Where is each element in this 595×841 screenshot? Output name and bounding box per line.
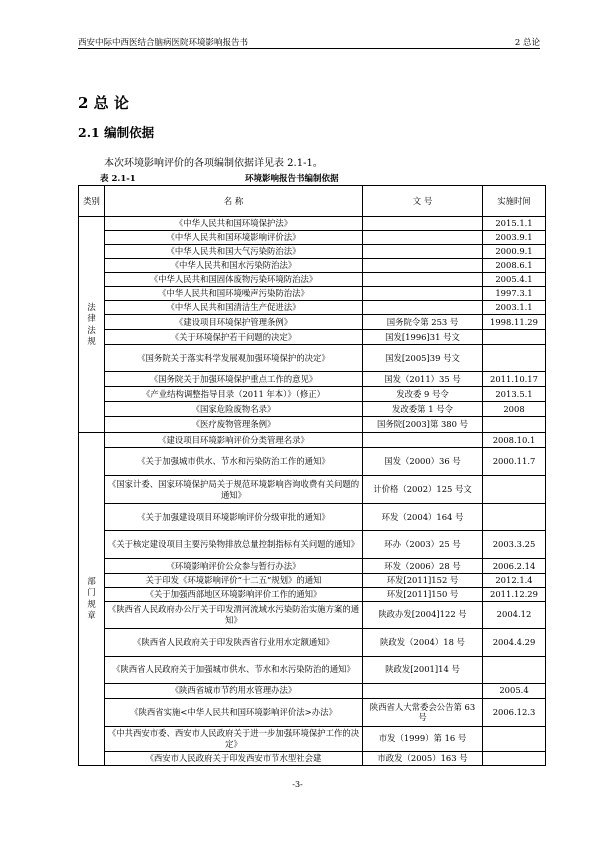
table-row	[79, 574, 546, 588]
table-row	[79, 387, 546, 402]
effective-date-cell: 2012.1.4	[483, 574, 546, 588]
name-cell: 《关于核定建设项目主要污染物排放总量控制指标有关问题的通知》	[105, 531, 363, 559]
table-row	[79, 287, 546, 301]
doc-number-cell: 国发（2011）35 号	[363, 372, 483, 387]
table-row	[79, 628, 546, 656]
header-effective-date: 实施时间	[483, 186, 546, 217]
effective-date-cell: 1998.11.29	[483, 315, 546, 330]
effective-date-cell: 2011.10.17	[483, 372, 546, 387]
doc-number-cell: 陕政办发[2004]122 号	[363, 601, 483, 628]
name-cell: 《产业结构调整指导目录（2011 年本）》（修正）	[105, 387, 363, 402]
name-cell: 关于印发《环境影响评价“十二五”规划》的通知	[105, 574, 363, 588]
effective-date-cell	[483, 417, 546, 433]
table-row	[79, 217, 546, 231]
effective-date-cell: 2006.12.3	[483, 698, 546, 726]
effective-date-cell	[483, 476, 546, 504]
name-cell: 《环境影响评价公众参与暂行办法》	[105, 559, 363, 574]
effective-date-cell: 2013.5.1	[483, 387, 546, 402]
effective-date-cell: 2004.12	[483, 601, 546, 628]
table-row	[79, 433, 546, 448]
name-cell: 《关于环境保护若干问题的决定》	[105, 330, 363, 345]
table-row	[79, 231, 546, 245]
name-cell: 《建设项目环境保护管理条例》	[105, 315, 363, 330]
table-body	[79, 217, 546, 766]
effective-date-cell: 2000.11.7	[483, 448, 546, 476]
name-cell: 《医疗废物管理条例》	[105, 417, 363, 433]
table-row	[79, 683, 546, 698]
section-title: 2.1 编制依据	[78, 125, 155, 140]
doc-number-cell	[363, 301, 483, 315]
effective-date-cell: 2003.1.1	[483, 301, 546, 315]
name-cell: 《关于加强城市供水、节水和污染防治工作的通知》	[105, 448, 363, 476]
name-cell: 《陕西省城市节约用水管理办法》	[105, 683, 363, 698]
name-cell: 《国家危险废物名录》	[105, 402, 363, 417]
category-cell: 部 门 规 章	[79, 433, 105, 766]
table-row	[79, 417, 546, 433]
table-row	[79, 402, 546, 417]
table-row	[79, 504, 546, 531]
name-cell: 《中华人民共和国环境噪声污染防治法》	[105, 287, 363, 301]
table-row	[79, 559, 546, 574]
doc-number-cell	[363, 273, 483, 287]
table-row	[79, 601, 546, 628]
name-cell: 《中华人民共和国水污染防治法》	[105, 259, 363, 273]
effective-date-cell: 2005.4.1	[483, 273, 546, 287]
doc-number-cell	[363, 433, 483, 448]
table-row	[79, 245, 546, 259]
doc-number-cell: 陕政发（2004）18 号	[363, 628, 483, 656]
page-header	[78, 34, 540, 49]
header-category: 类别	[79, 186, 105, 217]
header-report-title: 西安中际中西医结合脑病医院环境影响报告书	[78, 38, 249, 48]
table-row	[79, 751, 546, 765]
doc-number-cell	[363, 683, 483, 698]
basis-table	[78, 185, 546, 766]
doc-number-cell: 发改委第 1 号令	[363, 402, 483, 417]
table-row	[79, 315, 546, 330]
header-name: 名 称	[105, 186, 363, 217]
doc-number-cell	[363, 231, 483, 245]
doc-number-cell: 市发（1999）第 16 号	[363, 726, 483, 751]
doc-number-cell: 陕政发[2001]14 号	[363, 656, 483, 683]
doc-number-cell	[363, 245, 483, 259]
table-row	[79, 259, 546, 273]
table-row	[79, 587, 546, 601]
doc-number-cell: 国务院[2003]第 380 号	[363, 417, 483, 433]
table-title: 环境影响报告书编制依据	[245, 174, 339, 184]
name-cell: 《西安市人民政府关于印发西安市节水型社会建	[105, 751, 363, 765]
effective-date-cell: 2006.2.14	[483, 559, 546, 574]
name-cell: 《国家计委、国家环境保护局关于规范环境影响咨询收费有关问题的通知》	[105, 476, 363, 504]
name-cell: 《陕西省实施<中华人民共和国环境影响评价法>办法》	[105, 698, 363, 726]
table-row	[79, 372, 546, 387]
doc-number-cell: 环发[2011]152 号	[363, 574, 483, 588]
doc-number-cell: 国务院令第 253 号	[363, 315, 483, 330]
table-row	[79, 726, 546, 751]
name-cell: 《陕西省人民政府关于加强城市供水、节水和水污染防治的通知》	[105, 656, 363, 683]
table-row	[79, 330, 546, 345]
header-chapter: 2 总论	[514, 38, 540, 48]
effective-date-cell	[483, 656, 546, 683]
name-cell: 《关于加强西部地区环境影响评价工作的通知》	[105, 587, 363, 601]
doc-number-cell: 发改委 9 号令	[363, 387, 483, 402]
effective-date-cell: 1997.3.1	[483, 287, 546, 301]
effective-date-cell: 2003.9.1	[483, 231, 546, 245]
name-cell: 《中华人民共和国固体废物污染环境防治法》	[105, 273, 363, 287]
effective-date-cell: 2004.4.29	[483, 628, 546, 656]
page-number: -3-	[292, 780, 303, 789]
doc-number-cell: 环发（2004）164 号	[363, 504, 483, 531]
effective-date-cell	[483, 751, 546, 765]
effective-date-cell: 2011.12.29	[483, 587, 546, 601]
effective-date-cell: 2008.10.1	[483, 433, 546, 448]
table-header-row	[79, 186, 546, 217]
name-cell: 《中共西安市委、西安市人民政府关于进一步加强环境保护工作的决定》	[105, 726, 363, 751]
table-row	[79, 448, 546, 476]
effective-date-cell: 2000.9.1	[483, 245, 546, 259]
name-cell: 《中华人民共和国环境保护法》	[105, 217, 363, 231]
doc-number-cell: 环发[2011]150 号	[363, 587, 483, 601]
name-cell: 《关于加强建设项目环境影响评价分级审批的通知》	[105, 504, 363, 531]
doc-number-cell: 市政发（2005）163 号	[363, 751, 483, 765]
effective-date-cell: 2003.3.25	[483, 531, 546, 559]
effective-date-cell: 2005.4	[483, 683, 546, 698]
effective-date-cell: 2008.6.1	[483, 259, 546, 273]
name-cell: 《中华人民共和国环境影响评价法》	[105, 231, 363, 245]
name-cell: 《陕西省人民政府办公厅关于印发渭河流域水污染防治实施方案的通知》	[105, 601, 363, 628]
doc-number-cell: 国发（2000）36 号	[363, 448, 483, 476]
doc-number-cell	[363, 217, 483, 231]
doc-number-cell: 国发[1996]31 号文	[363, 330, 483, 345]
name-cell: 《中华人民共和国清洁生产促进法》	[105, 301, 363, 315]
header-doc-number: 文 号	[363, 186, 483, 217]
name-cell: 《建设项目环境影响评价分类管理名录》	[105, 433, 363, 448]
table-row	[79, 698, 546, 726]
effective-date-cell: 2015.1.1	[483, 217, 546, 231]
doc-number-cell	[363, 259, 483, 273]
name-cell: 《国务院关于加强环境保护重点工作的意见》	[105, 372, 363, 387]
table-row	[79, 273, 546, 287]
category-cell: 法 律 法 规	[79, 217, 105, 433]
name-cell: 《国务院关于落实科学发展观加强环境保护的决定》	[105, 345, 363, 372]
table-row	[79, 301, 546, 315]
doc-number-cell: 计价格（2002）125 号文	[363, 476, 483, 504]
table-row	[79, 476, 546, 504]
intro-paragraph: 本次环境影响评价的各项编制依据详见表 2.1-1。	[104, 158, 323, 169]
effective-date-cell	[483, 330, 546, 345]
effective-date-cell	[483, 726, 546, 751]
table-row	[79, 656, 546, 683]
doc-number-cell: 陕西省人大常委会公告第 63 号	[363, 698, 483, 726]
table-row	[79, 345, 546, 372]
table-number: 表 2.1-1	[100, 174, 136, 184]
table-row	[79, 531, 546, 559]
name-cell: 《陕西省人民政府关于印发陕西省行业用水定额通知》	[105, 628, 363, 656]
effective-date-cell	[483, 504, 546, 531]
doc-number-cell: 国发[2005]39 号文	[363, 345, 483, 372]
chapter-title: 2 总 论	[78, 94, 129, 112]
doc-number-cell	[363, 287, 483, 301]
effective-date-cell	[483, 345, 546, 372]
name-cell: 《中华人民共和国大气污染防治法》	[105, 245, 363, 259]
doc-number-cell: 环办（2003）25 号	[363, 531, 483, 559]
doc-number-cell: 环发（2006）28 号	[363, 559, 483, 574]
effective-date-cell: 2008	[483, 402, 546, 417]
